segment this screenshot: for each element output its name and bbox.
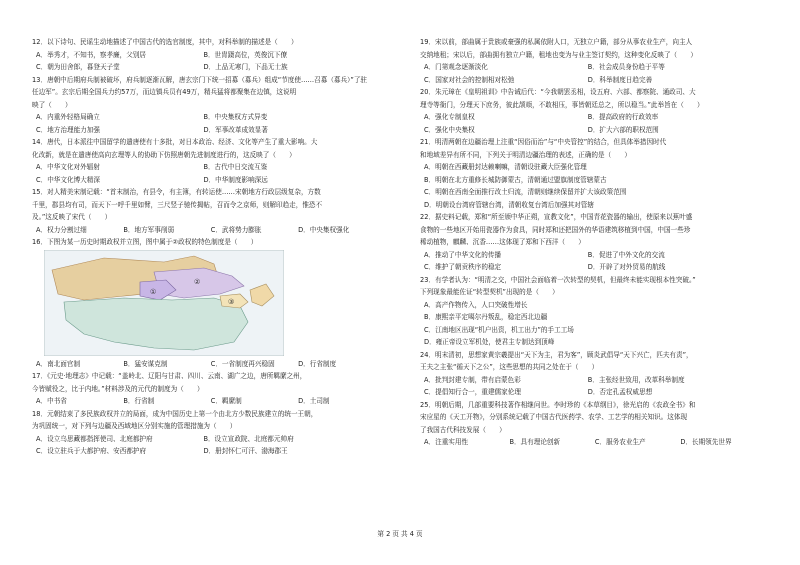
question-stem: 了我国古代科技发展（ ） <box>420 425 506 434</box>
option-a[interactable]: A．权力分割过细 <box>36 225 87 234</box>
option-d[interactable]: D．中华制度影响深远 <box>203 175 268 184</box>
option-d[interactable]: D．土司制 <box>298 397 330 405</box>
question-25 <box>420 399 780 449</box>
option-a[interactable]: A．门第观念逐渐淡化 <box>424 63 488 71</box>
question-stem: 王夫之主张“循天下之公”，这些思想的共同之处在于（ ） <box>420 363 599 371</box>
option-d[interactable]: D．册封怀仁可汗、渤海郡王 <box>203 447 288 455</box>
option-b[interactable]: B．社会成员身份趋于平等 <box>587 63 665 71</box>
question-stem: 和地域差异有所不同，下列关于明清边疆治理的表述，正确的是（ ） <box>420 150 631 159</box>
question-20 <box>420 86 780 136</box>
map-label-1: ① <box>150 287 157 296</box>
option-a[interactable]: A．推动了中华文化的传播 <box>424 250 502 259</box>
option-c[interactable]: C．服务农业生产 <box>594 438 646 446</box>
option-a[interactable]: A．批判封建专制，带有启蒙色彩 <box>424 375 521 384</box>
question-stem: 12．以下诗句、民谣生动地描述了中国古代的选官制度，其中，对科举制的描述是（ ） <box>32 38 298 46</box>
question-stem: 25．明朝后期，几部重要科技著作相继问世。李时珍的《本草纲目》，徐光启的《农政全书》和 <box>420 400 696 409</box>
option-c[interactable]: C．武将势力膨胀 <box>210 225 262 234</box>
question-24 <box>420 349 780 399</box>
question-stem: 理寺等衙门，分理天下庶务，彼此颉颃，不敢相压，事皆朝廷总之，所以稳当。”此举旨在（ ） <box>420 100 704 109</box>
question-23 <box>420 274 780 349</box>
option-c[interactable]: C．明朝在西南全面推行改土归流，清朝则继续保留并扩大该政策范围 <box>424 188 627 196</box>
option-b[interactable]: B．明朝在北方重修长城防御蒙古，清朝通过盟旗制度管辖蒙古 <box>424 175 607 184</box>
question-17 <box>32 370 400 408</box>
option-b[interactable]: B．行省制 <box>123 397 155 405</box>
question-stem: 18．元朝结束了多民族政权并立的局面，成为中国历史上第一个由北方少数民族建立的统一王朝， <box>32 409 318 418</box>
option-c[interactable]: C．设立驻兵于大都护府、安西都护府 <box>36 447 147 455</box>
option-b[interactable]: B．古代中日交流互鉴 <box>203 163 268 171</box>
question-stem: 为巩固统一，对下列与边疆及西域地区分别实施的管理措施为（ ） <box>32 422 237 430</box>
question-stem: 映了（ ） <box>32 100 72 109</box>
option-d[interactable]: D．上品无寒门，下品无士族 <box>203 63 288 71</box>
question-stem: 食物的一些地区开始用瓷器作为食具，同时郑和还把国外的华语建筑移植到中国，中国一些珍 <box>420 225 691 234</box>
question-stem: 稀动植物，麒麟、沉香……这体现了郑和下西洋（ ） <box>420 238 585 246</box>
question-22 <box>420 211 780 274</box>
option-d[interactable]: D．扩大六部的职权范围 <box>587 125 659 134</box>
question-13 <box>32 74 400 137</box>
option-b[interactable]: B．具有理论创新 <box>509 438 561 446</box>
map-label-3: ③ <box>228 297 235 306</box>
question-stem: 今皆赋役之，比于内地。”材料涉及的元代的制度为（ ） <box>32 384 204 393</box>
option-a[interactable]: A．南北面官制 <box>36 359 81 368</box>
option-c[interactable]: C．江南地区出现“机户出资，机工出力”的手工工场 <box>424 325 574 334</box>
option-b[interactable]: B．主张经世致用，改革科举制度 <box>587 375 685 384</box>
left-column <box>32 36 400 458</box>
option-c[interactable]: C．中华文化博大精深 <box>36 175 100 184</box>
option-d[interactable]: D．否定孔孟权威思想 <box>587 388 653 396</box>
question-stem: 21．明清两朝在边疆治理上注重“因俗而治”与“中央管控”的结合，但具体举措因时代 <box>420 138 667 146</box>
option-a[interactable]: A．明朝在西藏册封达赖喇嘛，清朝设驻藏大臣强化管理 <box>424 163 587 171</box>
question-stem: 19．宋以前，部曲属于贵族或豪强的私属依附人口，无独立户籍，部分从事农业生产，向主人 <box>420 38 693 46</box>
option-c[interactable]: C．地方治理能力加强 <box>36 125 100 134</box>
option-d[interactable]: D．长期领先世界 <box>680 438 732 446</box>
question-12 <box>32 36 400 74</box>
option-a[interactable]: A．举秀才，不知书，察孝廉，父别居 <box>36 50 147 59</box>
option-c[interactable]: C．羁縻制 <box>210 397 242 405</box>
option-b[interactable]: B．设立宣政院、北庭都元帅府 <box>203 434 294 443</box>
question-stem: 交纳地租；宋以后，部曲拥有独立户籍，租地也变为与业主签订契约，这种变化反映了（ ） <box>420 50 697 59</box>
question-stem: 下列现象最能佐证“转型契机”出现的是（ ） <box>420 288 559 296</box>
question-14 <box>32 136 400 186</box>
question-stem: 14．唐代，日本派往中国留学的遣唐使有十多批，对日本政治、经济、文化等产生了重大影响。大 <box>32 138 318 146</box>
question-stem: 20．朱元璋在《皇明祖训》中告诫后代：“今我朝罢丞相，设五府、六部、都察院、通政司、大 <box>420 88 696 96</box>
option-a[interactable]: A．高产作物传入，人口突破性增长 <box>424 300 528 309</box>
option-a[interactable]: A．设立乌思藏都指挥使司、北庭都护府 <box>36 434 153 443</box>
question-stem: 宋应星的《天工开物》，分别系统记载了中国古代医药学、农学、工艺学的相关知识。这体现 <box>420 413 688 421</box>
option-a[interactable]: A．中书省 <box>36 397 67 405</box>
option-c[interactable]: C．维护了朝贡秩序的稳定 <box>424 263 502 271</box>
option-c[interactable]: C．朝为田舍郎，暮登天子堂 <box>36 63 120 71</box>
question-stem: 化改新，就是在遣唐使高向玄理等人的协助下仿照唐朝先进制度进行的，这反映了（ ） <box>32 150 296 159</box>
option-a[interactable]: A．中华文化对外辐射 <box>36 163 100 171</box>
option-d[interactable]: D．行省制度 <box>298 359 337 368</box>
option-d[interactable]: D．军事改革成效显著 <box>203 125 268 134</box>
map-figure <box>44 250 284 356</box>
question-15 <box>32 186 400 236</box>
question-21 <box>420 136 780 211</box>
question-stem: 17．《元史·地理志》中记载：“盖岭北、辽阳与甘肃、四川、云南、湖广之边，唐所羁縻之州， <box>32 372 307 380</box>
question-stem: 24．明末清初，思想家黄宗羲提出“天下为主，君为客”，顾炎武倡导“天下兴亡，匹夫有责”， <box>420 350 693 359</box>
question-16 <box>32 236 400 370</box>
question-stem: 15．对人精美宋制记载：“首末制治，有县令，有主簿，有转运使……宋朝地方行政层级复杂，方数 <box>32 188 321 196</box>
question-stem: 13．唐朝中后期府兵制被破坏，府兵制逐渐瓦解，唐玄宗门下统一招募（募兵）组成“节度使……召募（募兵）”了驻 <box>32 75 368 84</box>
option-d[interactable]: D．中央集权强化 <box>298 225 350 234</box>
option-b[interactable]: B．康熙亲平定噶尔丹叛乱，稳定西北边疆 <box>424 313 548 321</box>
option-b[interactable]: B．猛安谋克制 <box>123 359 168 368</box>
question-18 <box>32 408 400 458</box>
question-stem: 23．有学者认为：“明清之交，中国社会面临着一次转型的契机，但最终未能实现根本性突破。” <box>420 275 696 284</box>
option-d[interactable]: D．明朝设台湾府管辖台湾，清朝收复台湾后加强其对管辖 <box>424 200 594 209</box>
question-stem: 16．下图为某一历史时期政权并立图，图中属于②政权的特色制度是（ ） <box>32 238 258 246</box>
option-b[interactable]: B．世胄蹑高位，英俊沉下僚 <box>203 50 288 59</box>
question-stem: 任边军”。玄宗后期全国兵力约57万，而边镇兵员有49万，精兵猛将都聚集在边镇，这说明 <box>32 88 297 96</box>
question-stem: 千里，郡县均有司，而天下一呼千里如臂，三尺竖子驰传揭帖，召而令之京师，则解印趋走，惟恐不 <box>32 200 323 209</box>
option-b[interactable]: B．促进了中外文化的交流 <box>587 250 665 259</box>
option-a[interactable]: A．内重外轻格局确立 <box>36 113 100 121</box>
page-footer: 第 2 页 共 4 页 <box>377 530 423 538</box>
question-19 <box>420 36 780 86</box>
option-b[interactable]: B．地方军事削弱 <box>123 225 175 234</box>
right-column <box>420 36 780 449</box>
option-d[interactable]: D．雍正帝设立军机处，使君主专制达到顶峰 <box>424 338 555 346</box>
option-d[interactable]: D．开辟了对外贸易的航线 <box>587 263 666 271</box>
option-a[interactable]: A．强化专制皇权 <box>424 113 475 121</box>
option-a[interactable]: A．注重实用性 <box>424 438 469 446</box>
historical-map <box>44 250 284 356</box>
option-c[interactable]: C．国家对社会的控制相对松弛 <box>424 75 515 84</box>
option-c[interactable]: C．提倡知行合一，重建儒家伦理 <box>424 388 521 396</box>
map-label-2: ② <box>194 277 201 286</box>
option-b[interactable]: B．提高政府的行政效率 <box>587 113 659 121</box>
question-stem: 22．据史料记载，郑和“所至颁中华正朔，宣教文化”，中国青花瓷器的输出，使原来以蕉叶盛 <box>420 213 693 221</box>
option-d[interactable]: D．科举制度日趋完善 <box>587 75 653 84</box>
option-b[interactable]: B．中央集权方式异变 <box>203 113 268 121</box>
option-c[interactable]: C．强化中央集权 <box>424 125 475 134</box>
option-c[interactable]: C．一省制度再兴稳固 <box>210 359 275 368</box>
question-stem: 及。”这反映了宋代（ ） <box>32 213 112 221</box>
